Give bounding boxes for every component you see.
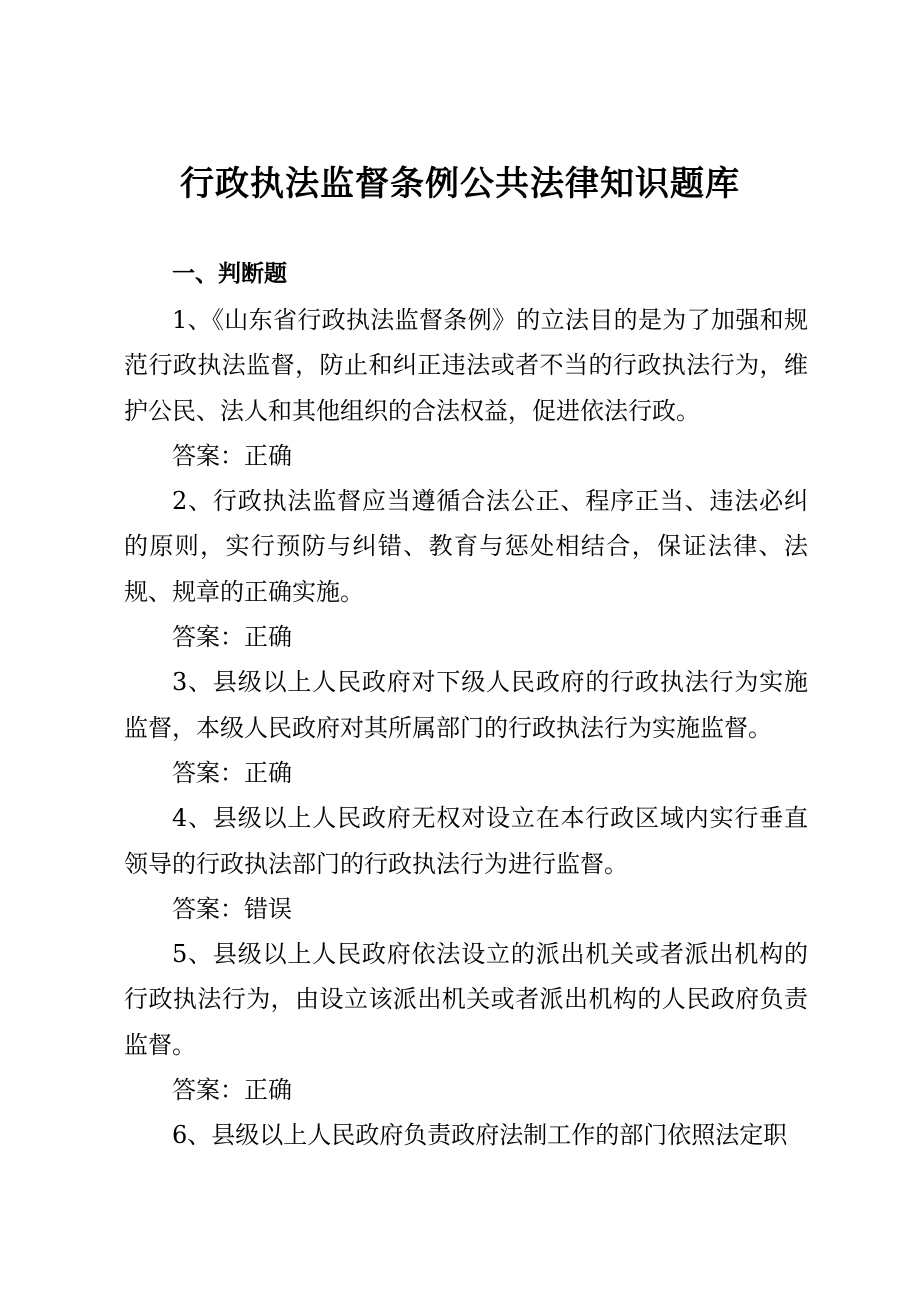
answer-4: [124, 887, 808, 932]
answer-2: [124, 615, 808, 660]
answer-label: 答案：: [172, 1076, 244, 1105]
answer-5: [124, 1068, 808, 1113]
answer-value: 错误: [244, 894, 292, 923]
question-4: 4、县级以上人民政府无权对设立在本行政区域内实行垂直领导的行政执法部门的行政执法行为进行监督。: [124, 804, 808, 878]
answer-label: 答案：: [172, 758, 244, 787]
question-5: 5、县级以上人民政府依法设立的派出机关或者派出机构的行政执法行为，由设立该派出机关或者派出机构的人民政府负责监督。: [124, 940, 808, 1059]
answer-label: 答案：: [172, 441, 244, 470]
answer-label: 答案：: [172, 894, 244, 923]
document-title: 行政执法监督条例公共法律知识题库: [180, 164, 740, 204]
answer-value: 正确: [244, 623, 292, 652]
document-body: [124, 298, 808, 1159]
question-1: 1、《山东省行政执法监督条例》的立法目的是为了加强和规范行政执法监督，防止和纠正违法或者不当的行政执法行为，维护公民、法人和其他组织的合法权益，促进依法行政。: [124, 306, 808, 425]
answer-value: 正确: [244, 441, 292, 470]
answer-3: [124, 751, 808, 796]
answer-label: 答案：: [172, 623, 244, 652]
answer-value: 正确: [244, 1076, 292, 1105]
section-heading: 一、判断题: [172, 261, 287, 287]
question-2: 2、行政执法监督应当遵循合法公正、程序正当、违法必纠的原则，实行预防与纠错、教育与惩处相结合，保证法律、法规、规章的正确实施。: [124, 487, 808, 606]
question-6: 6、县级以上人民政府负责政府法制工作的部门依照法定职: [172, 1121, 788, 1150]
question-3: 3、县级以上人民政府对下级人民政府的行政执法行为实施监督，本级人民政府对其所属部门的行政执法行为实施监督。: [124, 668, 808, 742]
answer-1: [124, 434, 808, 479]
answer-value: 正确: [244, 758, 292, 787]
